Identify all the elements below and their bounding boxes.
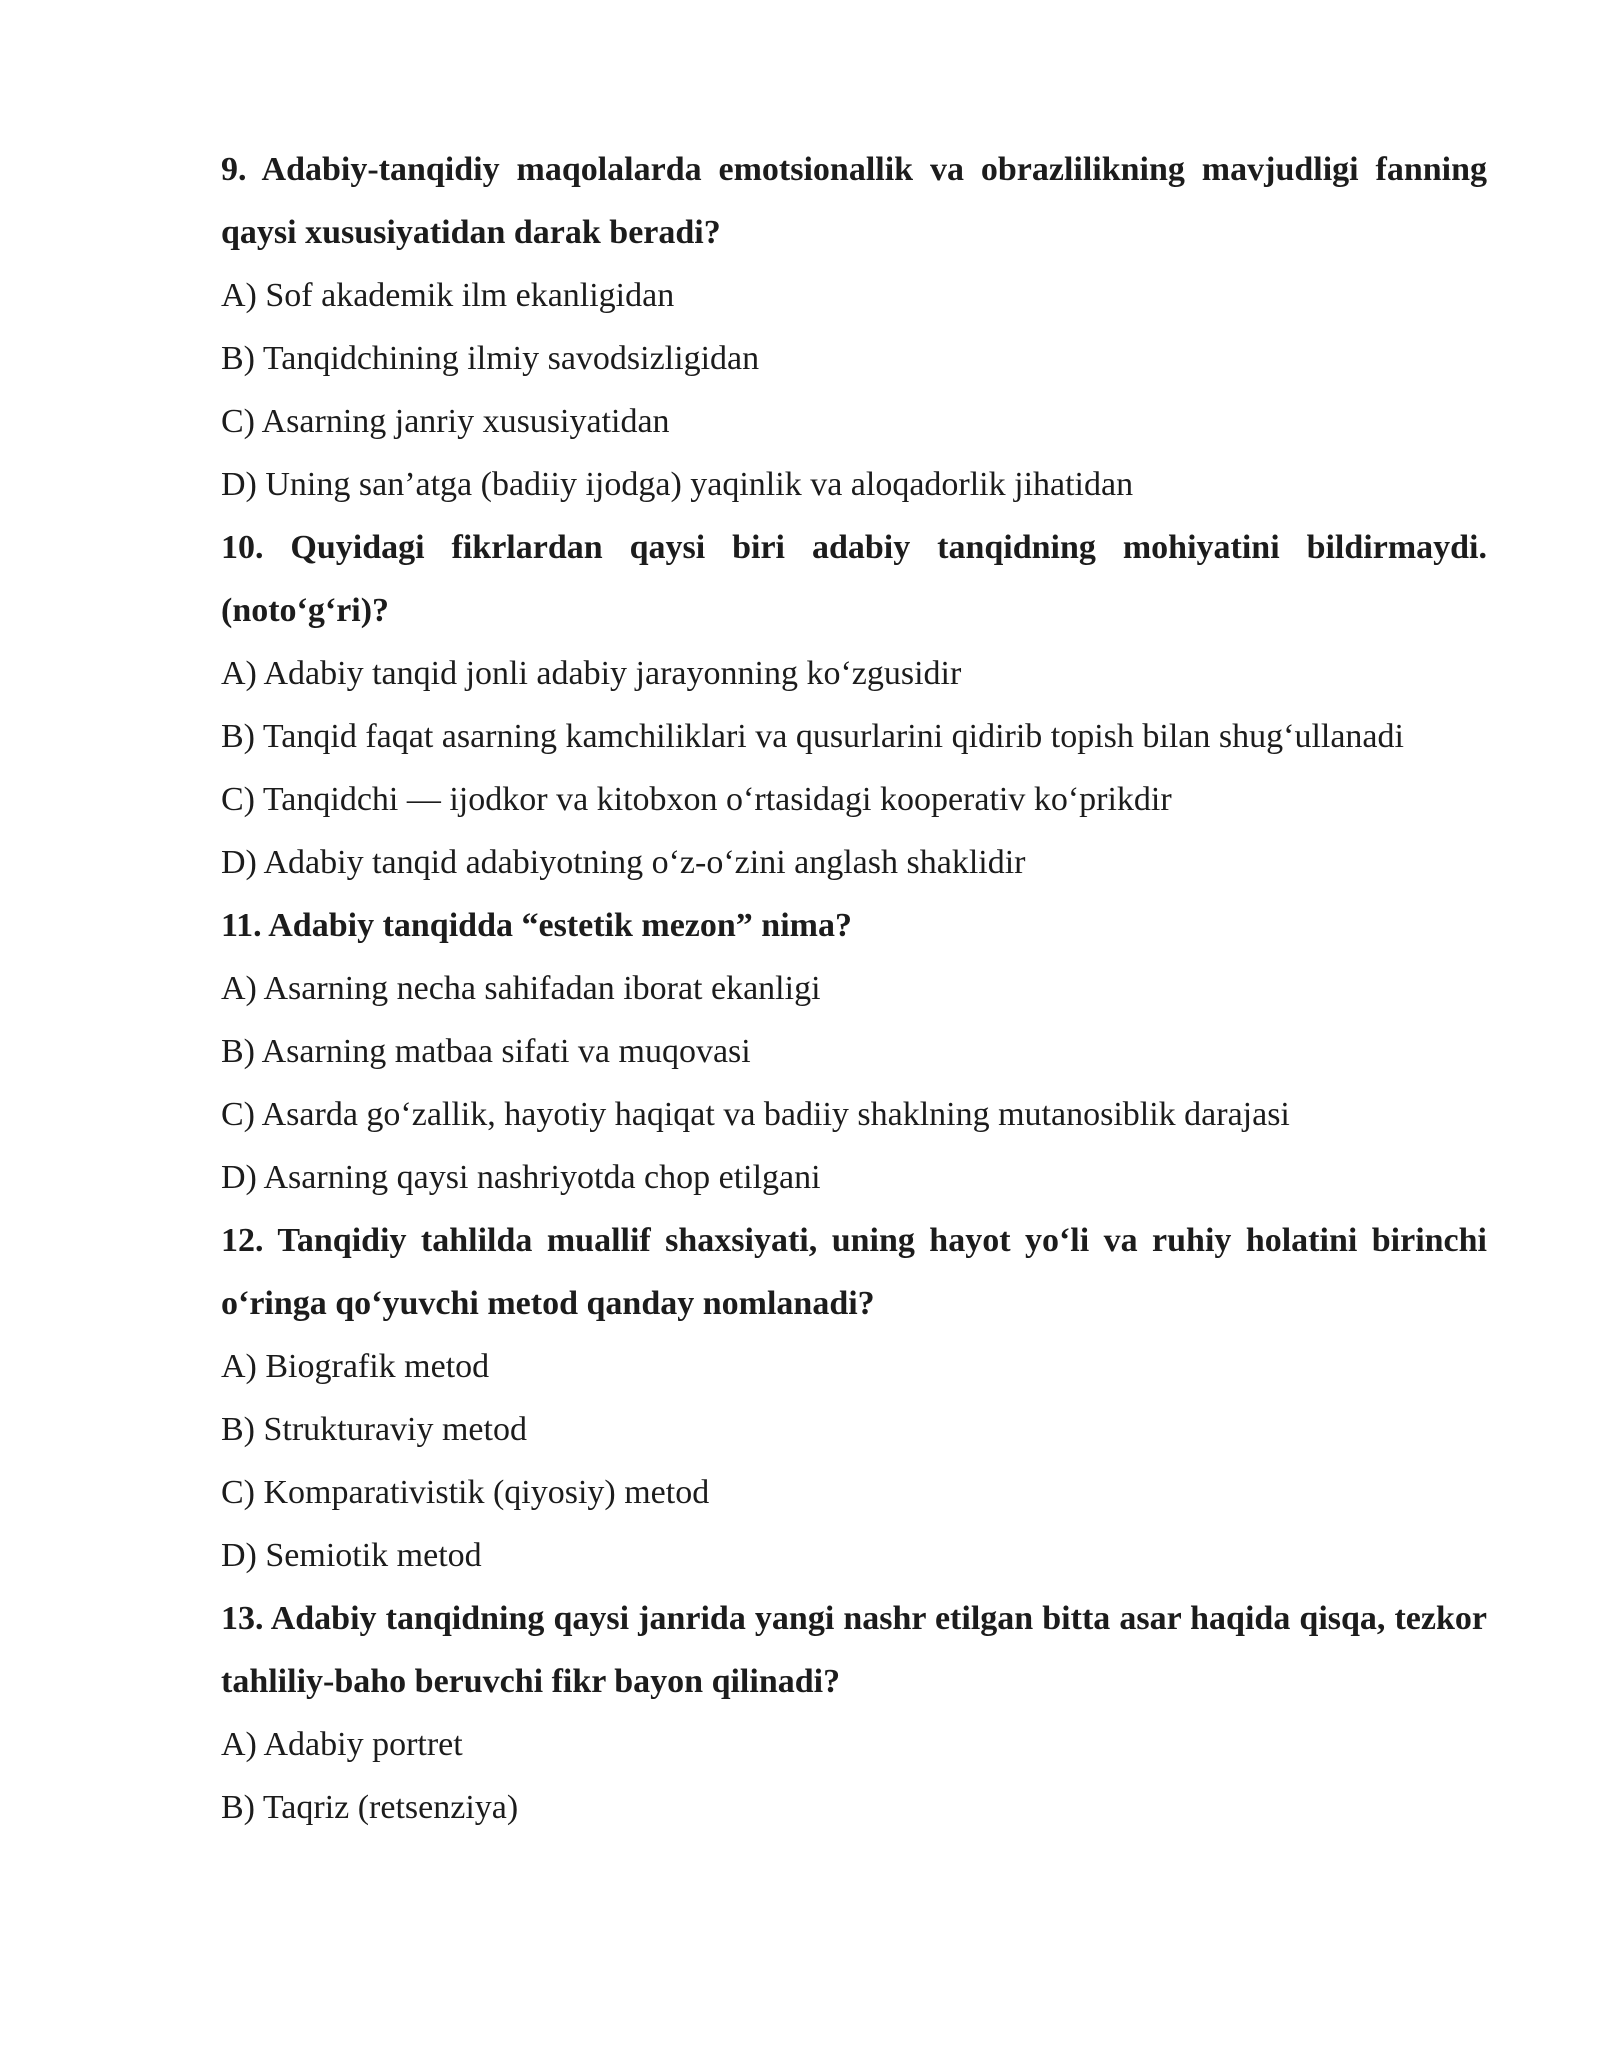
answer-option-b: B) Strukturaviy metod [221, 1411, 527, 1448]
answer-option-b: B) Tanqid faqat asarning kamchiliklari va qusurlarini qidirib topish bilan shug‘ullanadi [221, 718, 1404, 755]
answer-option-d: D) Uning san’atga (badiiy ijodga) yaqinlik va aloqadorlik jihatidan [221, 466, 1134, 503]
answer-option-d: D) Adabiy tanqid adabiyotning o‘z-o‘zini anglash shaklidir [221, 844, 1026, 881]
answer-option-a: A) Asarning necha sahifadan iborat ekanligi [221, 970, 821, 1007]
question-block-10 [221, 516, 1487, 894]
answer-option-b: B) Taqriz (retsenziya) [221, 1789, 519, 1826]
answer-option-a: A) Sof akademik ilm ekanligidan [221, 277, 675, 314]
answer-option-a: A) Adabiy tanqid jonli adabiy jarayonning ko‘zgusidir [221, 655, 962, 692]
question-text: 11. Adabiy tanqidda “estetik mezon” nima? [221, 907, 852, 944]
question-text: 9. Adabiy-tanqidiy maqolalarda emotsionallik va obrazlilikning mavjudligi fanning qaysi xususiyatidan darak beradi? [221, 151, 1487, 251]
question-text: 13. Adabiy tanqidning qaysi janrida yangi nashr etilgan bitta asar haqida qisqa, tezkor tahliliy-baho beruvchi fikr bayon qilinadi? [221, 1600, 1487, 1700]
answer-option-c: C) Tanqidchi — ijodkor va kitobxon o‘rtasidagi kooperativ ko‘prikdir [221, 781, 1172, 818]
question-text: 10. Quyidagi fikrlardan qaysi biri adabiy tanqidning mohiyatini bildirmaydi. (noto‘g‘ri)? [221, 529, 1487, 629]
answer-option-b: B) Asarning matbaa sifati va muqovasi [221, 1033, 751, 1070]
answer-option-d: D) Semiotik metod [221, 1537, 482, 1574]
answer-option-c: C) Komparativistik (qiyosiy) metod [221, 1474, 710, 1511]
answer-option-b: B) Tanqidchining ilmiy savodsizligidan [221, 340, 760, 377]
question-text: 12. Tanqidiy tahlilda muallif shaxsiyati, uning hayot yo‘li va ruhiy holatini birinchi o‘ringa qo‘yuvchi metod qanday nomlanadi? [221, 1222, 1487, 1322]
question-block-13 [221, 1587, 1487, 1839]
answer-option-a: A) Adabiy portret [221, 1726, 463, 1763]
answer-option-c: C) Asarning janriy xususiyatidan [221, 403, 670, 440]
document-page [221, 138, 1487, 1839]
question-block-9 [221, 138, 1487, 516]
answer-option-a: A) Biografik metod [221, 1348, 490, 1385]
question-block-11 [221, 894, 1487, 1209]
question-block-12 [221, 1209, 1487, 1587]
answer-option-d: D) Asarning qaysi nashriyotda chop etilgani [221, 1159, 821, 1196]
answer-option-c: C) Asarda go‘zallik, hayotiy haqiqat va badiiy shaklning mutanosiblik darajasi [221, 1096, 1290, 1133]
